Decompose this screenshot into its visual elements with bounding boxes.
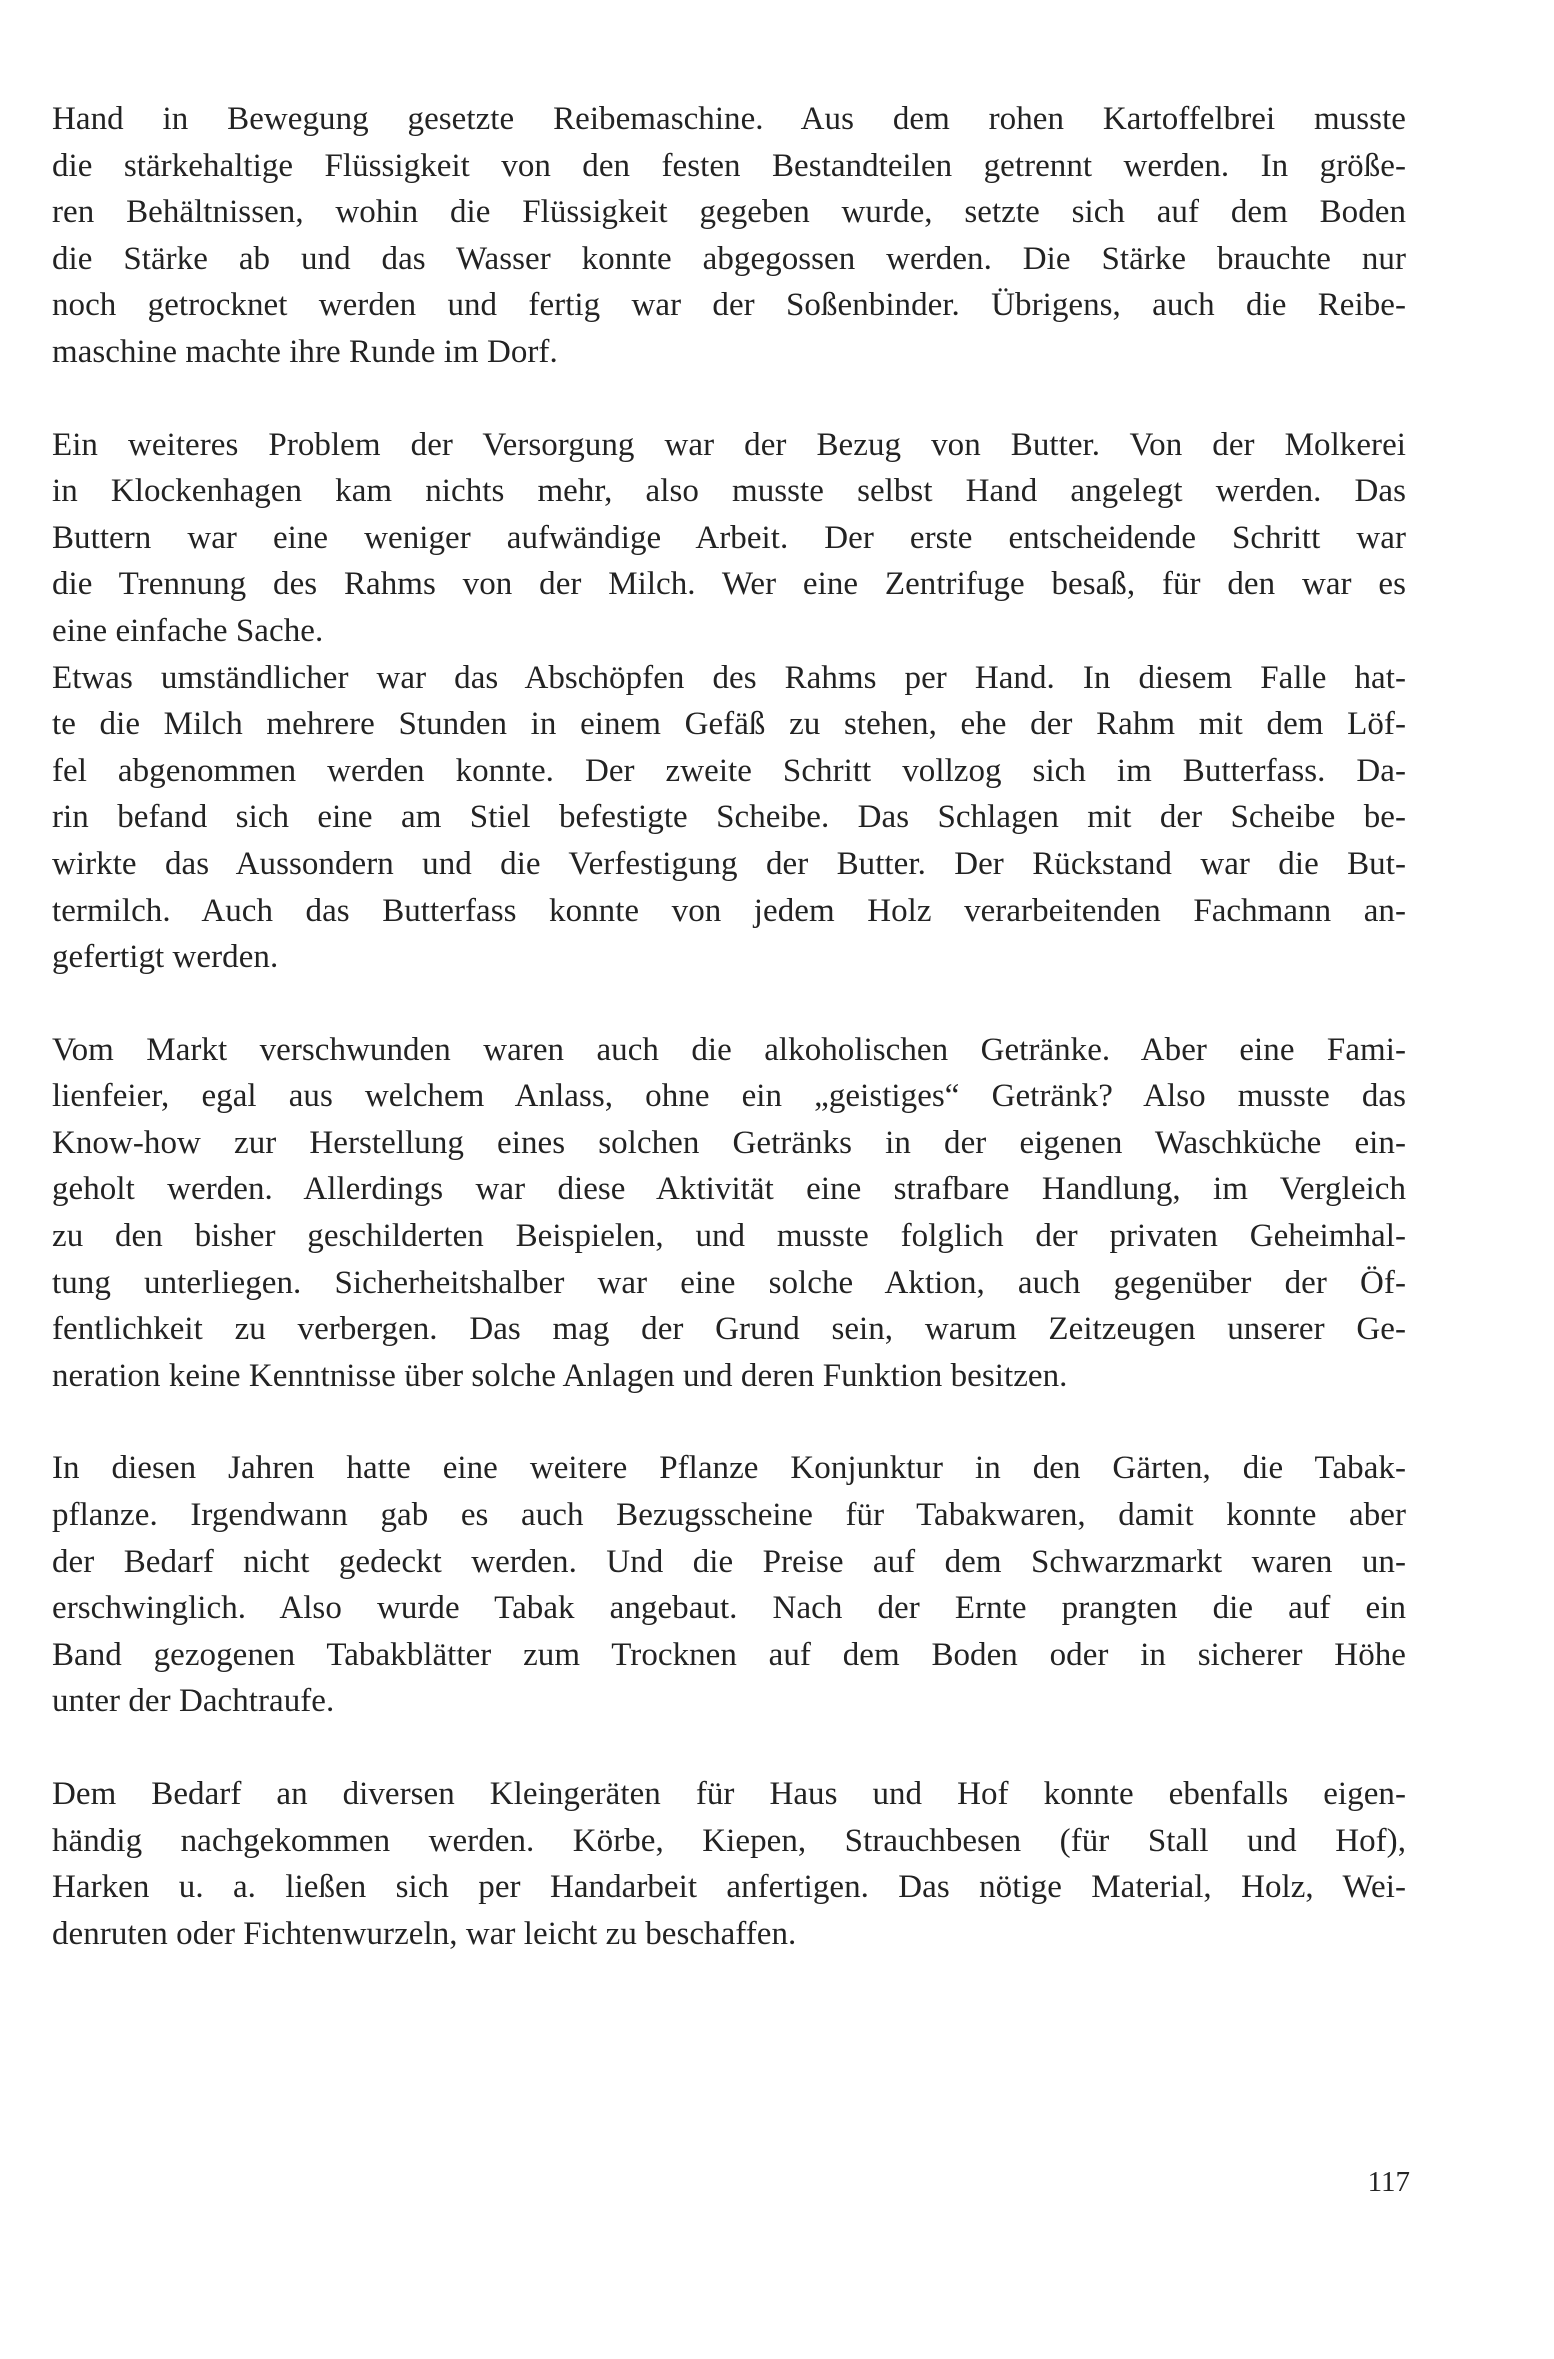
paragraph-kleingeraete [52,1771,1406,1957]
text-line: Know-how zur Herstellung eines solchen Getränks in der eigenen Waschküche ein- [52,1124,1406,1161]
text-line: händig nachgekommen werden. Körbe, Kiepen, Strauchbesen (für Stall und Hof), [52,1822,1406,1859]
text-line: eine einfache Sache. [52,612,324,649]
text-line: In diesen Jahren hatte eine weitere Pflanze Konjunktur in den Gärten, die Tabak- [52,1450,1406,1487]
text-line: Dem Bedarf an diversen Kleingeräten für Haus und Hof konnte ebenfalls eigen- [52,1776,1406,1812]
body-text [52,96,1406,2003]
page-number: 117 [1367,2166,1410,2198]
text-line: neration keine Kenntnisse über solche Anlagen und deren Funktion besitzen. [52,1357,1068,1394]
text-line: Etwas umständlicher war das Abschöpfen des Rahms per Hand. In diesem Falle hat- [52,659,1406,696]
text-line: wirkte das Aussondern und die Verfestigung der Butter. Der Rückstand war die But- [52,845,1406,882]
text-line: lienfeier, egal aus welchem Anlass, ohne ein „geistiges“ Getränk? Also musste das [52,1078,1406,1115]
text-line: Vom Markt verschwunden waren auch die alkoholischen Getränke. Aber eine Fami- [52,1031,1406,1068]
text-line: geholt werden. Allerdings war diese Aktivität eine strafbare Handlung, im Vergleich [52,1171,1406,1208]
text-line: rin befand sich eine am Stiel befestigte Scheibe. Das Schlagen mit der Scheibe be- [52,799,1406,836]
paragraph-tabak [52,1445,1406,1725]
text-line: unter der Dachtraufe. [52,1683,335,1720]
text-line: gefertigt werden. [52,939,279,976]
text-line: Buttern war eine weniger aufwändige Arbeit. Der erste entscheidende Schritt war [52,519,1406,556]
text-line: pflanze. Irgendwann gab es auch Bezugsscheine für Tabakwaren, damit konnte aber [52,1497,1406,1534]
text-line: fentlichkeit zu verbergen. Das mag der Grund sein, warum Zeitzeugen unserer Ge- [52,1311,1406,1348]
text-line: zu den bisher geschilderten Beispielen, und musste folglich der privaten Geheimhal- [52,1218,1406,1255]
text-line: die Trennung des Rahms von der Milch. Wer eine Zentrifuge besaß, für den war es [52,566,1406,603]
text-line: Ein weiteres Problem der Versorgung war der Bezug von Butter. Von der Molkerei [52,426,1406,463]
text-line: ren Behältnissen, wohin die Flüssigkeit gegeben wurde, setzte sich auf dem Boden [52,194,1406,231]
text-line: die stärkehaltige Flüssigkeit von den festen Bestandteilen getrennt werden. In größe- [52,147,1406,184]
text-line: te die Milch mehrere Stunden in einem Gefäß zu stehen, ehe der Rahm mit dem Löf- [52,706,1406,743]
paragraph-reibemaschine [52,96,1406,376]
text-line: der Bedarf nicht gedeckt werden. Und die Preise auf dem Schwarzmarkt waren un- [52,1543,1406,1580]
text-line: noch getrocknet werden und fertig war der Soßenbinder. Übrigens, auch die Reibe- [52,287,1406,324]
paragraph-getraenke [52,1027,1406,1400]
text-line: denruten oder Fichtenwurzeln, war leicht zu beschaffen. [52,1915,797,1952]
text-line: fel abgenommen werden konnte. Der zweite Schritt vollzog sich im Butterfass. Da- [52,752,1406,789]
text-line: maschine machte ihre Runde im Dorf. [52,333,558,370]
paragraph-rahm [52,655,1406,981]
paragraph-butter [52,422,1406,655]
text-line: termilch. Auch das Butterfass konnte von jedem Holz verarbeitenden Fachmann an- [52,892,1406,929]
text-line: erschwinglich. Also wurde Tabak angebaut. Nach der Ernte prangten die auf ein [52,1590,1406,1627]
text-line: in Klockenhagen kam nichts mehr, also musste selbst Hand angelegt werden. Das [52,473,1406,510]
text-line: Harken u. a. ließen sich per Handarbeit anfertigen. Das nötige Material, Holz, Wei- [52,1869,1406,1906]
text-line: Band gezogenen Tabakblätter zum Trocknen auf dem Boden oder in sicherer Höhe [52,1636,1406,1673]
text-line: tung unterliegen. Sicherheitshalber war eine solche Aktion, auch gegenüber der Öf- [52,1264,1406,1301]
text-line: Hand in Bewegung gesetzte Reibemaschine. Aus dem rohen Kartoffelbrei musste [52,101,1406,137]
text-line: die Stärke ab und das Wasser konnte abgegossen werden. Die Stärke brauchte nur [52,240,1406,277]
